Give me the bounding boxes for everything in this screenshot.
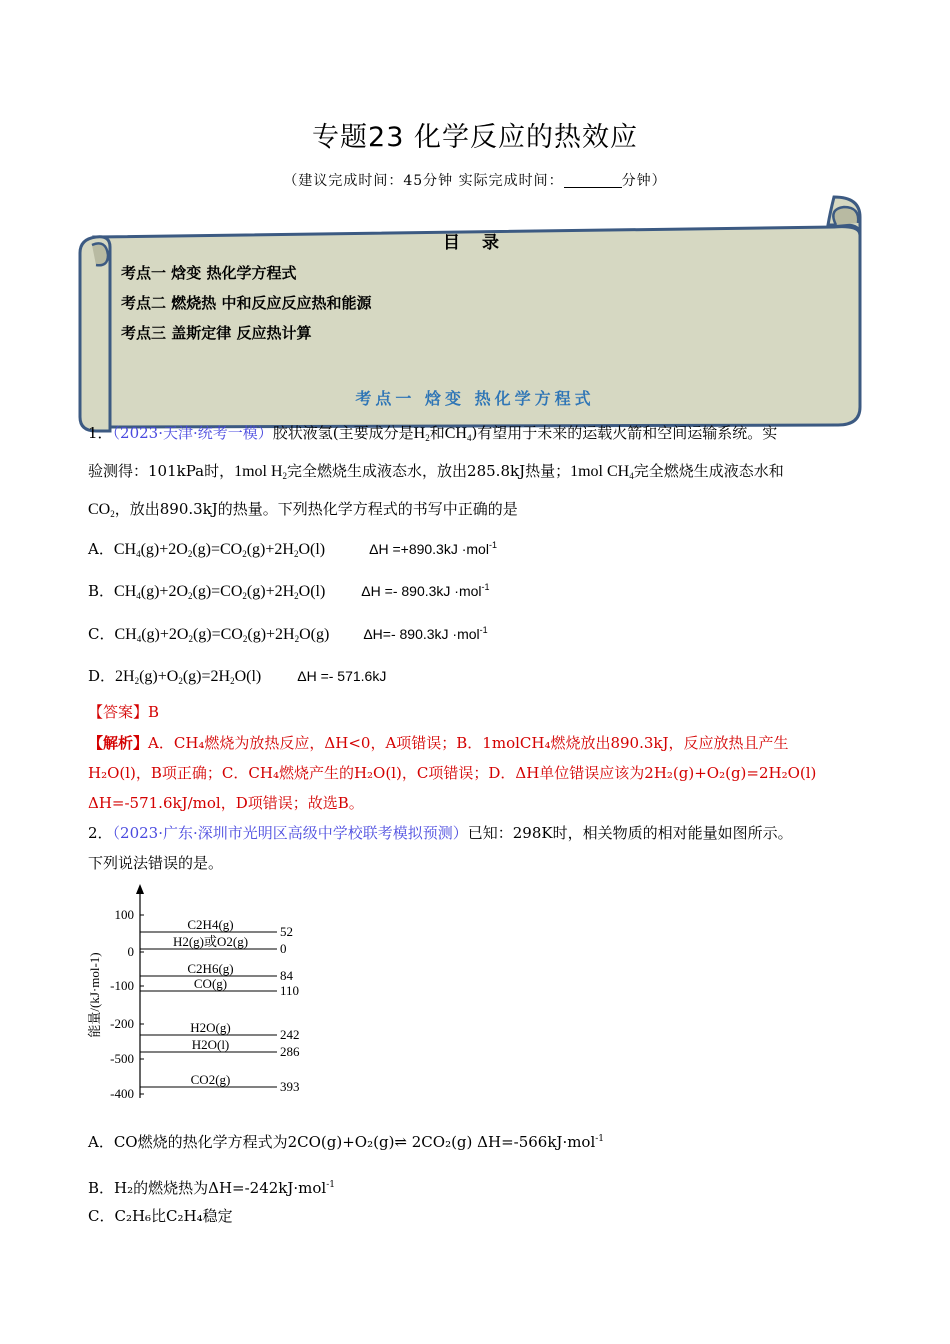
delta-h: ΔH =- 571.6kJ bbox=[297, 668, 387, 684]
q1-line2-a: 验测得：101kPa时， bbox=[88, 462, 235, 480]
q1-line1: 1．（2023·天津·统考一模）胶状液氢(主要成分是$H_2$和$CH_4$)有望用于未来的运载火箭和空间运输系统。实 bbox=[88, 424, 778, 443]
q1-answer: 【答案】B bbox=[88, 703, 160, 721]
q2-line2: 下列说法错误的是。 bbox=[88, 854, 224, 872]
option-label: B． bbox=[88, 582, 115, 600]
option-label: D． bbox=[88, 667, 116, 685]
energy-level-species: C2H4(g) bbox=[187, 917, 234, 932]
energy-level-species: H2O(l) bbox=[191, 1037, 230, 1052]
energy-level-chart bbox=[85, 880, 325, 1110]
option-label: C． bbox=[88, 625, 115, 643]
energy-level-value: 242 bbox=[280, 1027, 300, 1042]
analysis-text: A．CH₄燃烧为放热反应，ΔH<0，A项错误；B．1molCH₄燃烧放出890.3kJ，反应放热且产生 bbox=[148, 734, 789, 752]
delta-h: ΔH =+890.3kJ ·mol$^{-1}$ bbox=[369, 540, 497, 557]
delta-h: ΔH =- 890.3kJ ·mol$^{-1}$ bbox=[361, 582, 490, 599]
y-tick-label: -200 bbox=[110, 1016, 134, 1031]
y-axis-arrow bbox=[136, 884, 144, 894]
time-suggestion bbox=[0, 170, 950, 190]
q1-analysis-3: ΔH=-571.6kJ/mol，D项错误；故选B。 bbox=[88, 794, 364, 812]
energy-level-value: 393 bbox=[280, 1079, 300, 1094]
subtitle-part1: （建议完成时间：45分钟 实际完成时间： bbox=[283, 173, 564, 189]
energy-level-value: 84 bbox=[280, 968, 293, 983]
q2-option-b-text: B．H₂的燃烧热为ΔH=-242kJ·mol bbox=[88, 1179, 327, 1197]
q1-analysis-1 bbox=[88, 733, 789, 753]
section-heading-1: 考点一 焓变 热化学方程式 bbox=[355, 389, 595, 408]
q1-option-c[interactable] bbox=[88, 623, 488, 644]
q1-line2-c: 完全燃烧生成液态水和 bbox=[633, 462, 784, 480]
energy-level-species: CO2(g) bbox=[190, 1072, 231, 1087]
q1-line2-b: 完全燃烧生成液态水，放出285.8kJ热量； bbox=[287, 462, 571, 480]
y-axis-label: 能量/(kJ·mol-1) bbox=[87, 952, 102, 1038]
option-label: A． bbox=[88, 540, 114, 558]
equation: $CH_4(g)+2O_2(g)=CO_2(g)+2H_2O(g)$ bbox=[114, 626, 330, 644]
y-tick-label: -400 bbox=[110, 1086, 134, 1101]
energy-level-species: C2H6(g) bbox=[187, 961, 234, 976]
q1-text-a: 胶状液氢(主要成分是 bbox=[272, 424, 414, 442]
toc-item-2[interactable]: 考点二 燃烧热 中和反应反应热和能源 bbox=[121, 294, 372, 312]
q2-option-c[interactable]: C．C₂H₆比C₂H₄稳定 bbox=[88, 1207, 233, 1225]
q1-line3: $CO_2$，放出890.3kJ的热量。下列热化学方程式的书写中正确的是 bbox=[88, 500, 518, 519]
q2-option-a-text: A．CO燃烧的热化学方程式为2CO(g)+O₂(g)⇌ 2CO₂(g) ΔH=-566kJ·mol bbox=[88, 1133, 596, 1151]
q2-option-b[interactable]: B．H₂的燃烧热为ΔH=-242kJ·mol$^{-1}$ bbox=[88, 1179, 336, 1197]
page-title: 专题23 化学反应的热效应 bbox=[312, 122, 638, 153]
q2-text: 已知：298K时，相关物质的相对能量如图所示。 bbox=[467, 824, 793, 842]
q2-option-a[interactable]: A．CO燃烧的热化学方程式为2CO(g)+O₂(g)⇌ 2CO₂(g) ΔH=-566kJ·mol$^{-1}$ bbox=[88, 1133, 605, 1151]
equation: $2H_2(g)+O_2(g)=2H_2O(l)$ bbox=[115, 668, 262, 686]
q1-option-d[interactable] bbox=[88, 665, 386, 686]
y-tick-label: 0 bbox=[127, 944, 134, 959]
analysis-tag: 【解析】 bbox=[88, 734, 149, 752]
energy-level-species: H2O(g) bbox=[190, 1020, 231, 1035]
q2-line1 bbox=[88, 823, 793, 843]
q1-line2: 验测得：101kPa时，1mol $H_2$完全燃烧生成液态水，放出285.8kJ热量；1mol $CH_4$完全燃烧生成液态水和 bbox=[88, 462, 784, 481]
subtitle-part2: 分钟） bbox=[621, 173, 667, 189]
toc-item-1[interactable]: 考点一 焓变 热化学方程式 bbox=[121, 264, 297, 282]
q1-line3-text: ，放出890.3kJ的热量。下列热化学方程式的书写中正确的是 bbox=[114, 500, 518, 518]
energy-level-species: H2(g)或O2(g) bbox=[172, 934, 249, 949]
q1-text-b: 和 bbox=[429, 424, 445, 442]
q1-text-c: )有望用于未来的运载火箭和空间运输系统。实 bbox=[471, 424, 778, 442]
toc-heading: 目 录 bbox=[443, 233, 507, 253]
y-tick-label: -500 bbox=[110, 1051, 134, 1066]
energy-level-value: 286 bbox=[280, 1044, 300, 1059]
q1-option-a[interactable] bbox=[88, 538, 497, 559]
q2-number: 2． bbox=[88, 824, 113, 842]
q1-source: （2023·天津·统考一模） bbox=[112, 424, 273, 442]
energy-level-value: 52 bbox=[280, 924, 293, 939]
delta-h: ΔH=- 890.3kJ ·mol$^{-1}$ bbox=[363, 625, 488, 642]
energy-level-value: 110 bbox=[280, 983, 300, 998]
q1-option-b[interactable] bbox=[88, 580, 490, 601]
energy-level-value: 0 bbox=[280, 941, 287, 956]
toc-item-3[interactable]: 考点三 盖斯定律 反应热计算 bbox=[121, 324, 312, 342]
q1-number: 1． bbox=[88, 424, 113, 442]
y-tick-label: 100 bbox=[114, 907, 134, 922]
energy-level-species: CO(g) bbox=[193, 976, 228, 991]
q1-analysis-2: H₂O(l)，B项正确；C．CH₄燃烧产生的H₂O(l)，C项错误；D．ΔH单位错误应该为2H₂(g)+O₂(g)=2H₂O(l) bbox=[88, 764, 817, 782]
equation: $CH_4(g)+2O_2(g)=CO_2(g)+2H_2O(l)$ bbox=[113, 541, 326, 559]
time-blank bbox=[564, 173, 622, 188]
y-tick-label: -100 bbox=[110, 978, 134, 993]
q2-source: （2023·广东·深圳市光明区高级中学校联考模拟预测） bbox=[112, 824, 468, 842]
equation: $CH_4(g)+2O_2(g)=CO_2(g)+2H_2O(l)$ bbox=[114, 583, 326, 601]
